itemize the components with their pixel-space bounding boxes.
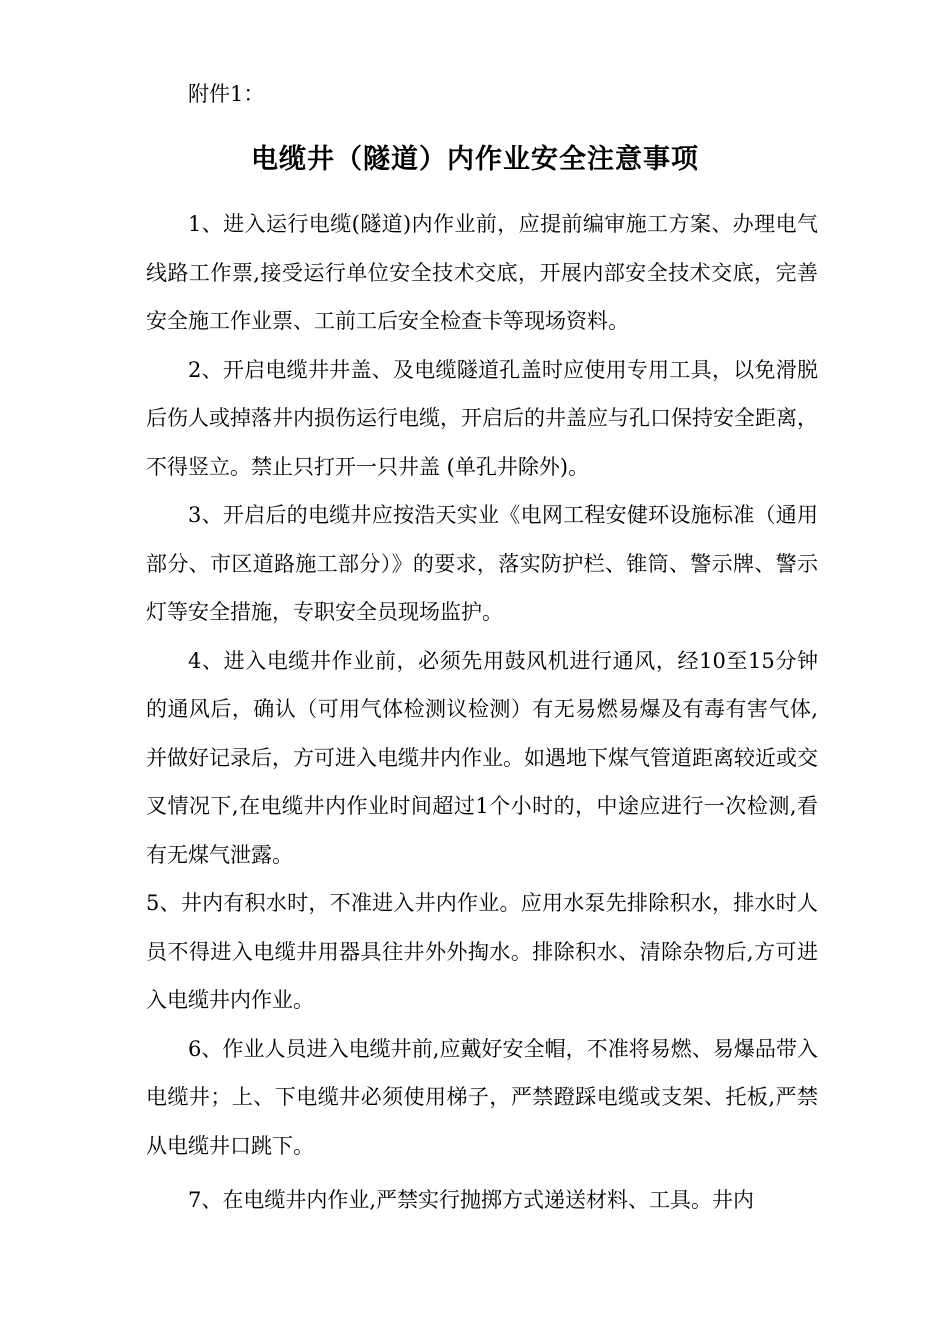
- paragraph-3: 3、开启后的电缆井应按浩天实业《电网工程安健环设施标准（通用部分、市区道路施工部分）》的要求，落实防护栏、锥筒、警示牌、警示灯等安全措施，专职安全员现场监护。: [146, 503, 818, 624]
- document-body: [146, 200, 818, 1225]
- paragraph-5: 5、井内有积水时，不准进入井内作业。应用水泵先排除积水，排水时人员不得进入电缆井用器具往井外外掏水。排除积水、清除杂物后,方可进入电缆井内作业。: [146, 891, 818, 1012]
- paragraph-7: 7、在电缆井内作业,严禁实行抛掷方式递送材料、工具。井内: [188, 1188, 755, 1212]
- paragraph-6: 6、作业人员进入电缆井前,应戴好安全帽，不准将易燃、易爆品带入电缆井；上、下电缆井必须使用梯子，严禁蹬踩电缆或支架、托板,严禁从电缆井口跳下。: [146, 1036, 818, 1158]
- attachment-label: 附件1：: [188, 82, 265, 106]
- paragraph-1: 1、进入运行电缆(隧道)内作业前，应提前编审施工方案、办理电气线路工作票,接受运行单位安全技术交底，开展内部安全技术交底，完善安全施工作业票、工前工后安全检查卡等现场资料。: [146, 212, 818, 333]
- document-title: 电缆井（隧道）内作业安全注意事项: [251, 144, 699, 175]
- paragraph-4: 4、进入电缆井作业前，必须先用鼓风机进行通风，经10至15分钟的通风后，确认（可用气体检测议检测）有无易燃易爆及有毒有害气体,并做好记录后，方可进入电缆井内作业。如遇地下煤气管道距离较近或交叉情况下,在电缆井内作业时间超过1个小时的，中途应进行一次检测,看有无煤气泄露。: [146, 648, 818, 867]
- paragraph-2: 2、开启电缆井井盖、及电缆隧道孔盖时应使用专用工具，以免滑脱后伤人或掉落井内损伤运行电缆，开启后的井盖应与孔口保持安全距离，不得竖立。禁止只打开一只井盖 (单孔井除外)。: [146, 357, 818, 479]
